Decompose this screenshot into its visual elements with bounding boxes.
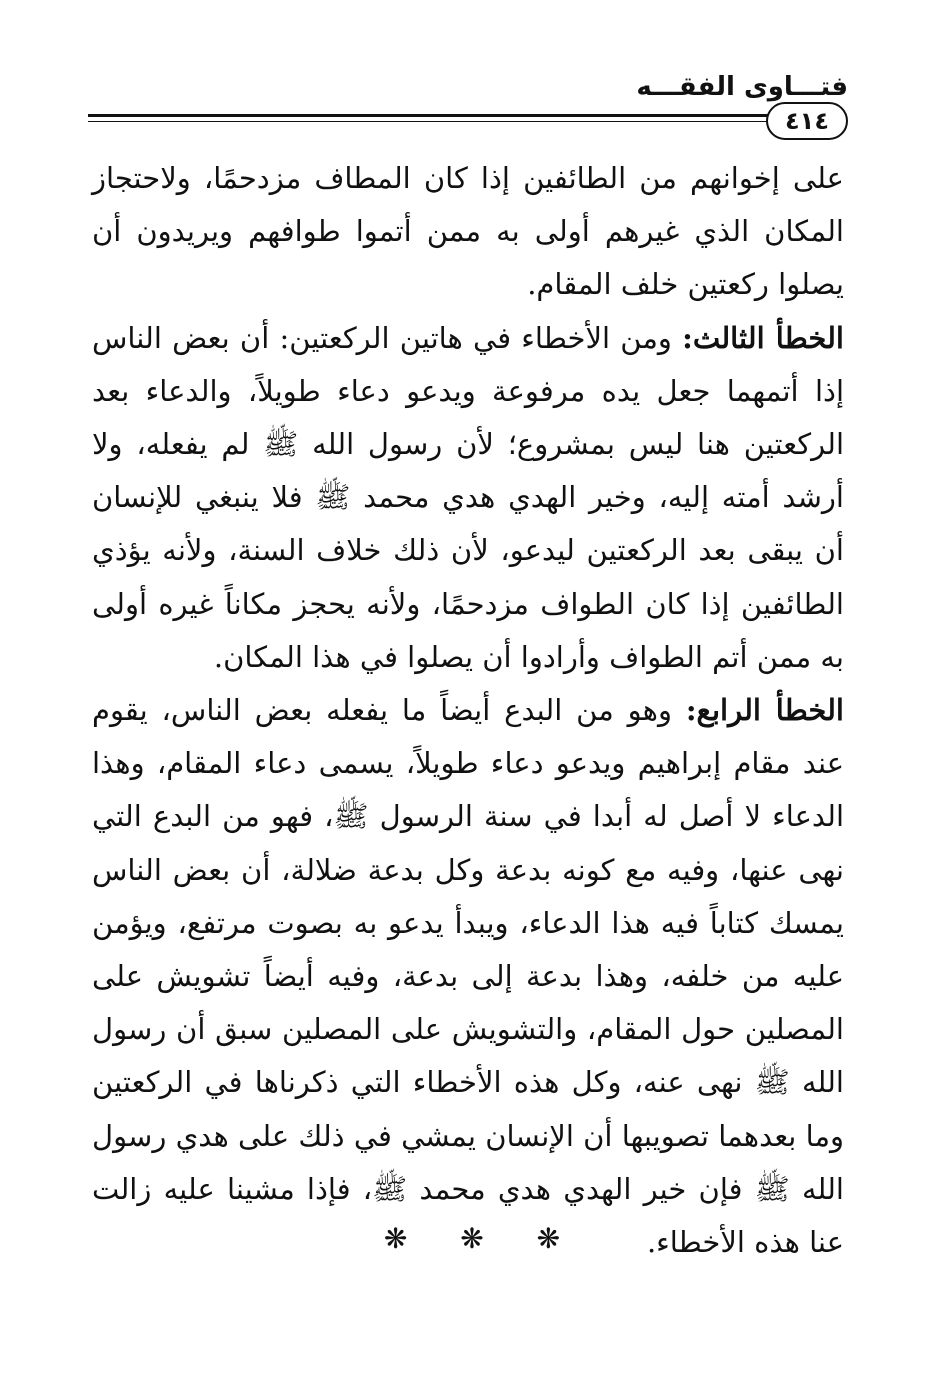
- paragraph-1-text: على إخوانهم من الطائفين إذا كان المطاف مزدحمًا، ولاحتجاز المكان الذي غيرهم أولى به ممن أتموا طوافهم ويريدون أن يصلوا ركعتين خلف المقام.: [92, 161, 844, 302]
- body-text: [92, 152, 844, 1269]
- header-rule-thin: [88, 121, 814, 122]
- header-rule: [88, 114, 814, 117]
- separator-star-icon: ❋: [460, 1222, 484, 1255]
- paragraph-1: [92, 152, 844, 312]
- page-number-badge: ٤١٤: [766, 102, 848, 140]
- paragraph-2: [92, 312, 844, 684]
- paragraph-2-text: ومن الأخطاء في هاتين الركعتين: أن بعض الناس إذا أتمهما جعل يده مرفوعة ويدعو دعاء طويلاً، والدعاء بعد الركعتين هنا ليس بمشروع؛ لأن رسول الله ﷺ لم يفعله، ولا أرشد أمته إليه، وخير الهدي هدي محمد ﷺ فلا ينبغي للإنسان أن يبقى بعد الركعتين ليدعو، لأن ذلك خلاف السنة، ولأنه يؤذي الطائفين إذا كان الطواف مزدحمًا، ولأنه يحجز مكاناً غيره أولى به ممن أتم الطواف وأرادوا أن يصلوا في هذا المكان.: [92, 320, 844, 674]
- paragraph-3-term: الخطأ الرابع:: [685, 693, 844, 728]
- separator-star-icon: ❋: [536, 1222, 561, 1255]
- section-separator: [0, 1222, 944, 1255]
- running-header-title: فتـــاوى الفقـــه: [636, 72, 848, 102]
- paragraph-2-term: الخطأ الثالث:: [682, 320, 844, 355]
- paragraph-3: [92, 684, 844, 1269]
- separator-star-icon: ❋: [383, 1222, 408, 1255]
- paragraph-3-text: وهو من البدع أيضاً ما يفعله بعض الناس، يقوم عند مقام إبراهيم ويدعو دعاء طويلاً، يسمى دعاء المقام، وهذا الدعاء لا أصل له أبدا في سنة الرسول ﷺ، فهو من البدع التي نهى عنها، وفيه مع كونه بدعة وكل بدعة ضلالة، أن بعض الناس يمسك كتاباً فيه هذا الدعاء، ويبدأ يدعو به بصوت مرتفع، ويؤمن عليه من خلفه، وهذا بدعة إلى بدعة، وفيه أيضاً تشويش على المصلين حول المقام، والتشويش على المصلين سبق أن رسول الله ﷺ نهى عنه، وكل هذه الأخطاء التي ذكرناها في الركعتين وما بعدهما تصويبها أن الإنسان يمشي في ذلك على هدي رسول الله ﷺ فإن خير الهدي هدي محمد ﷺ، فإذا مشينا عليه زالت عنا هذه الأخطاء.: [92, 693, 844, 1260]
